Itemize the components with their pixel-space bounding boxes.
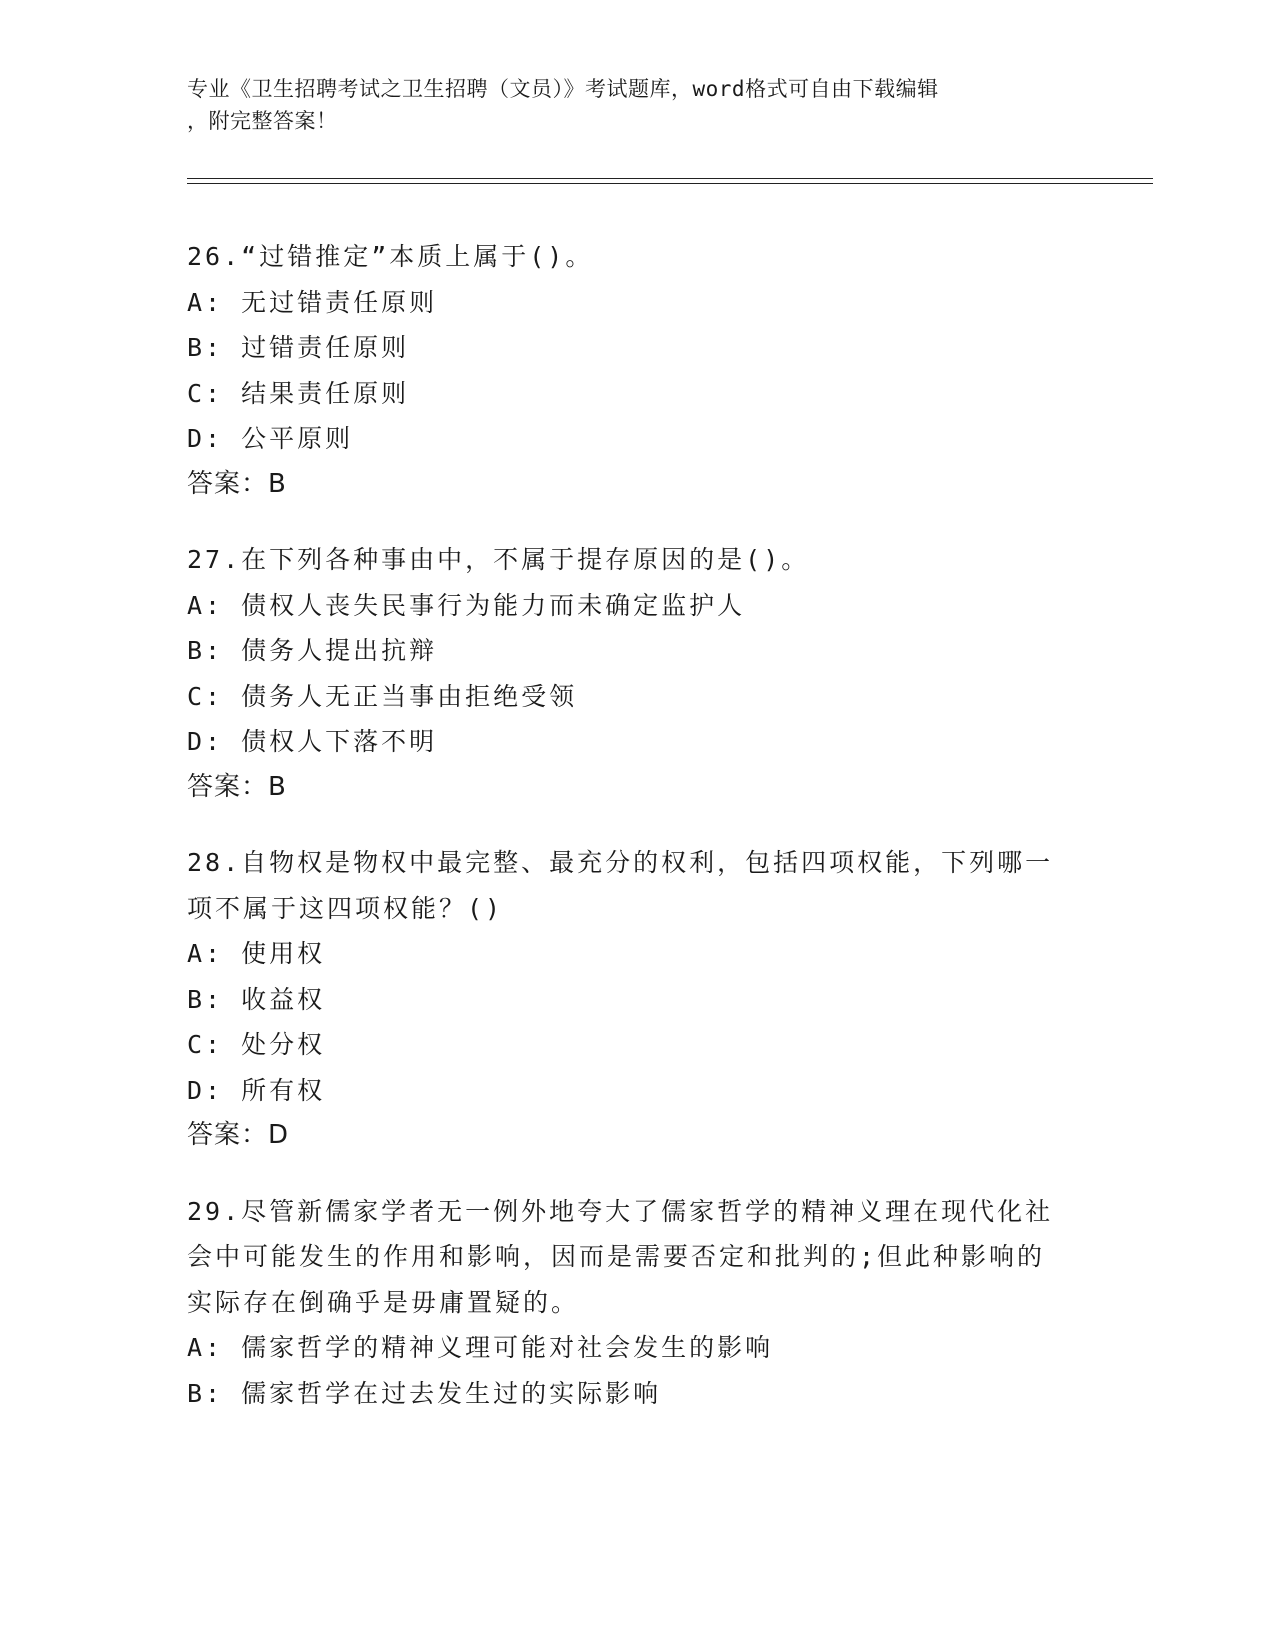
header-rule-bottom — [187, 183, 1153, 184]
header-line-2: ，附完整答案！ — [187, 109, 338, 133]
option-c: C: 债务人无正当事由拒绝受领 — [187, 681, 578, 711]
question-stem: 29.尽管新儒家学者无一例外地夸大了儒家哲学的精神义理在现代化社 — [187, 1196, 1054, 1226]
header-rule-top — [187, 178, 1153, 179]
option-a: A: 儒家哲学的精神义理可能对社会发生的影响 — [187, 1333, 774, 1362]
document-header — [187, 73, 1067, 137]
question-29 — [187, 1189, 1087, 1417]
option-b: B: 过错责任原则 — [187, 333, 410, 362]
answer: 答案：B — [187, 771, 287, 802]
option-b: B: 收益权 — [187, 984, 326, 1014]
option-a: A: 债权人丧失民事行为能力而未确定监护人 — [187, 590, 746, 620]
question-28 — [187, 840, 1087, 1159]
question-stem-cont: 实际存在倒确乎是毋庸置疑的。 — [187, 1287, 580, 1317]
question-stem-cont: 项不属于这四项权能？() — [187, 893, 504, 923]
option-b: B: 儒家哲学在过去发生过的实际影响 — [187, 1378, 662, 1408]
question-27 — [187, 537, 1087, 810]
question-stem: 26.“过错推定”本质上属于()。 — [187, 242, 594, 271]
question-stem-cont: 会中可能发生的作用和影响，因而是需要否定和批判的;但此种影响的 — [187, 1242, 1046, 1271]
question-26 — [187, 234, 1087, 507]
option-d: D: 公平原则 — [187, 424, 354, 453]
option-d: D: 债权人下落不明 — [187, 727, 438, 756]
option-a: A: 无过错责任原则 — [187, 287, 438, 317]
answer: 答案：B — [187, 468, 287, 499]
question-stem: 28.自物权是物权中最完整、最充分的权利，包括四项权能，下列哪一 — [187, 848, 1054, 877]
option-c: C: 结果责任原则 — [187, 378, 410, 408]
option-d: D: 所有权 — [187, 1075, 326, 1105]
question-stem: 27.在下列各种事由中，不属于提存原因的是()。 — [187, 545, 810, 574]
header-line-1: 专业《卫生招聘考试之卫生招聘（文员）》考试题库，word格式可自由下载编辑 — [187, 77, 939, 101]
option-b: B: 债务人提出抗辩 — [187, 636, 438, 665]
option-a: A: 使用权 — [187, 939, 326, 968]
answer: 答案：D — [187, 1120, 290, 1150]
option-c: C: 处分权 — [187, 1030, 326, 1059]
question-list — [187, 234, 1087, 1446]
